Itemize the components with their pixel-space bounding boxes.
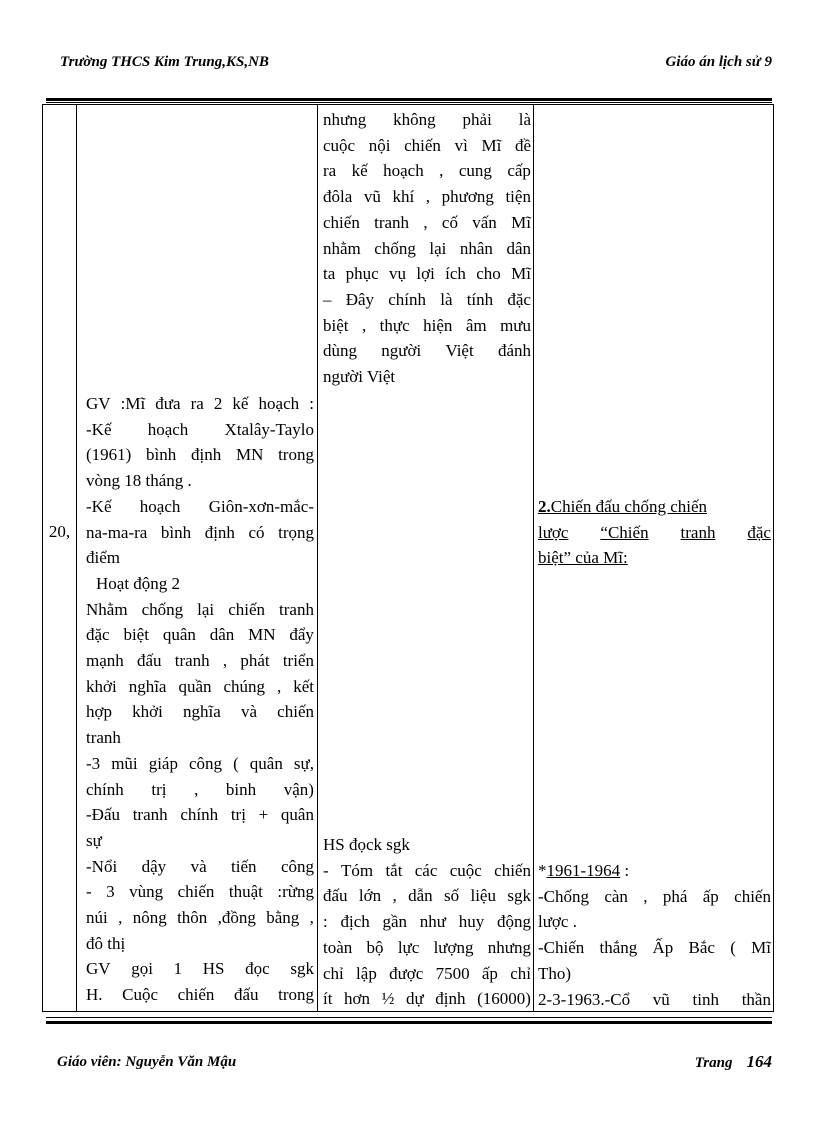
page-number: 164 [746,1052,772,1071]
text-line: chiến tranh , cố vấn Mĩ [323,212,531,232]
header-rule-thin [46,102,772,103]
text-line: hợp khởi nghĩa và chiến [86,702,314,722]
page-label: Trang [694,1055,733,1071]
text-line: Nhằm chống lại chiến tranh [86,599,314,619]
text-line: đôla vũ khí , phương tiện [323,187,531,207]
key-content [538,858,771,1012]
text-line: na-ma-ra bình định có trọng [86,522,314,542]
teacher-name: Giáo viên: Nguyễn Văn Mậu [57,1054,237,1070]
text-line: -Đấu tranh chính trị + quân [86,805,314,825]
text-line: toàn bộ lực lượng nhưng [323,937,531,957]
text-line: chính trị , binh vận) [86,779,314,799]
text-line: Tho) [538,963,572,983]
document-title: Giáo án lịch sử 9 [665,54,772,70]
student-activity-column [323,107,531,390]
text-line: - Tóm tắt các cuộc chiến [323,860,531,880]
text-line: (1961) bình định MN trong [86,445,314,465]
text-line: - 3 vùng chiến thuật :rừng [86,882,314,902]
period-line: *1961-1964 : [538,861,630,880]
page-indicator [695,1052,772,1072]
footer-rule-thin [46,1017,772,1018]
heading-line-3: biệt” của Mĩ: [538,548,628,568]
text-line: đấu lớn , dẫn số liệu sgk [323,886,531,906]
heading-line-2: lược “Chiến tranh đặc [538,522,771,542]
text-line: đặc biệt quân dân MN đẩy [86,625,314,645]
footer-rule [46,1021,772,1024]
text-line: -Chiến thắng Ấp Bắc ( Mĩ [538,938,771,958]
teacher-activity-column [86,391,314,1008]
column-divider [76,105,77,1011]
text-line: -Chống càn , phá ấp chiến [538,886,771,906]
column-divider [533,105,534,1011]
text-line: đô thị [86,933,126,953]
text-line: -Nổi dậy và tiến công [86,856,314,876]
text-line: lược . [538,912,577,932]
column-divider [317,105,318,1011]
text-line: ra kế hoạch , cung cấp [323,161,531,181]
text-line: tranh [86,728,121,748]
text-line: mạnh đấu tranh , phát triển [86,651,314,671]
page-header [60,54,772,76]
text-line: 2-3-1963.-Cổ vũ tinh thần [538,989,771,1009]
text-line: ít hơn ½ dự định (16000) [323,989,531,1009]
text-line: khởi nghĩa quần chúng , kết [86,676,314,696]
text-line: : địch gần như huy động [323,912,531,932]
student-activity-continued [323,832,531,1012]
period-number: 20, [48,522,71,541]
text-line: -3 mũi giáp công ( quân sự, [86,753,314,773]
text-line: người Việt [323,367,396,387]
header-rule [46,98,772,101]
text-line: nhưng không phải là [323,110,531,129]
text-line: GV gọi 1 HS đọc sgk [86,959,314,979]
text-line: dùng người Việt đánh [323,341,531,361]
text-line: núi , nông thôn ,đồng bằng , [86,908,314,928]
text-line: điểm [86,548,120,568]
text-line: -Kế hoạch Xtalây-Taylo [86,419,314,439]
text-line: ta phục vụ lợi ích cho Mĩ [323,264,531,284]
text-line: – Đây chính là tính đặc [323,289,531,309]
page-footer [57,1052,772,1076]
text-line: chỉ lập được 7500 ấp chỉ [323,963,531,983]
text-line: HS đọck sgk [323,835,410,854]
text-line: Hoạt động 2 [96,573,181,593]
heading-line-1: 2.Chiến đấu chống chiến [538,497,708,516]
text-line: H. Cuộc chiến đấu trong [86,985,314,1005]
text-line: nhằm chống lại nhân dân [323,238,531,258]
lesson-table [42,104,774,1012]
school-name: Trường THCS Kim Trung,KS,NB [60,54,269,70]
section-heading [538,494,771,571]
text-line: -Kế hoạch Giôn-xơn-mắc- [86,496,314,516]
text-line: biệt , thực hiện âm mưu [323,315,531,335]
text-line: GV :Mĩ đưa ra 2 kế hoạch : [86,394,314,413]
text-line: cuộc nội chiến vì Mĩ đề [323,135,531,155]
text-line: sự [86,830,102,850]
text-line: vòng 18 tháng . [86,471,192,491]
